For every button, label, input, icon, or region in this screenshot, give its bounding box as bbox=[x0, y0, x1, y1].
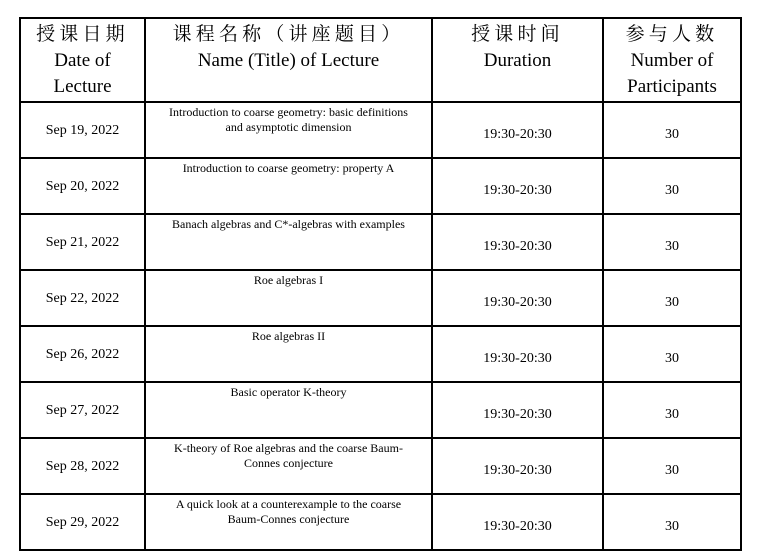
title-cell: Roe algebras II bbox=[145, 326, 432, 382]
title-cell: A quick look at a counterexample to the coarse Baum-Connes conjecture bbox=[145, 494, 432, 550]
date-cell: Sep 29, 2022 bbox=[20, 494, 145, 550]
header-duration-zh: 授课时间 bbox=[471, 24, 564, 45]
title-cell: K-theory of Roe algebras and the coarse Baum-Connes conjecture bbox=[145, 438, 432, 494]
participants-cell: 30 bbox=[603, 438, 741, 494]
duration-cell: 19:30-20:30 bbox=[432, 102, 603, 158]
table-row bbox=[20, 438, 741, 494]
table-row bbox=[20, 494, 741, 550]
header-participants bbox=[603, 18, 741, 102]
participants-cell: 30 bbox=[603, 382, 741, 438]
participants-cell: 30 bbox=[603, 102, 741, 158]
date-cell: Sep 21, 2022 bbox=[20, 214, 145, 270]
duration-cell: 19:30-20:30 bbox=[432, 382, 603, 438]
table-row bbox=[20, 270, 741, 326]
title-cell: Introduction to coarse geometry: basic definitions and asymptotic dimension bbox=[145, 102, 432, 158]
header-date-en: Date of Lecture bbox=[53, 50, 112, 97]
table-row bbox=[20, 214, 741, 270]
date-cell: Sep 28, 2022 bbox=[20, 438, 145, 494]
date-cell: Sep 26, 2022 bbox=[20, 326, 145, 382]
table-row bbox=[20, 158, 741, 214]
header-duration-en: Duration bbox=[483, 50, 552, 71]
header-row bbox=[20, 18, 741, 102]
duration-cell: 19:30-20:30 bbox=[432, 270, 603, 326]
header-name-of-lecture bbox=[145, 18, 432, 102]
title-cell: Basic operator K-theory bbox=[145, 382, 432, 438]
date-cell: Sep 20, 2022 bbox=[20, 158, 145, 214]
header-date-of-lecture bbox=[20, 18, 145, 102]
header-date-zh: 授课日期 bbox=[36, 24, 129, 45]
date-cell: Sep 27, 2022 bbox=[20, 382, 145, 438]
duration-cell: 19:30-20:30 bbox=[432, 494, 603, 550]
table-row bbox=[20, 382, 741, 438]
date-cell: Sep 19, 2022 bbox=[20, 102, 145, 158]
header-participants-zh: 参与人数 bbox=[625, 24, 719, 45]
header-name-en: Name (Title) of Lecture bbox=[197, 50, 380, 71]
header-name-zh: 课程名称（讲座题目） bbox=[172, 24, 405, 45]
duration-cell: 19:30-20:30 bbox=[432, 158, 603, 214]
participants-cell: 30 bbox=[603, 214, 741, 270]
header-duration bbox=[432, 18, 603, 102]
duration-cell: 19:30-20:30 bbox=[432, 438, 603, 494]
date-cell: Sep 22, 2022 bbox=[20, 270, 145, 326]
duration-cell: 19:30-20:30 bbox=[432, 326, 603, 382]
duration-cell: 19:30-20:30 bbox=[432, 214, 603, 270]
title-cell: Introduction to coarse geometry: property A bbox=[145, 158, 432, 214]
table-row bbox=[20, 326, 741, 382]
table-row bbox=[20, 102, 741, 158]
participants-cell: 30 bbox=[603, 158, 741, 214]
lecture-schedule-table bbox=[19, 17, 742, 551]
title-cell: Banach algebras and C*-algebras with examples bbox=[145, 214, 432, 270]
table-body bbox=[20, 102, 741, 550]
participants-cell: 30 bbox=[603, 270, 741, 326]
participants-cell: 30 bbox=[603, 494, 741, 550]
participants-cell: 30 bbox=[603, 326, 741, 382]
title-cell: Roe algebras I bbox=[145, 270, 432, 326]
header-participants-en: Number of Participants bbox=[627, 50, 717, 97]
